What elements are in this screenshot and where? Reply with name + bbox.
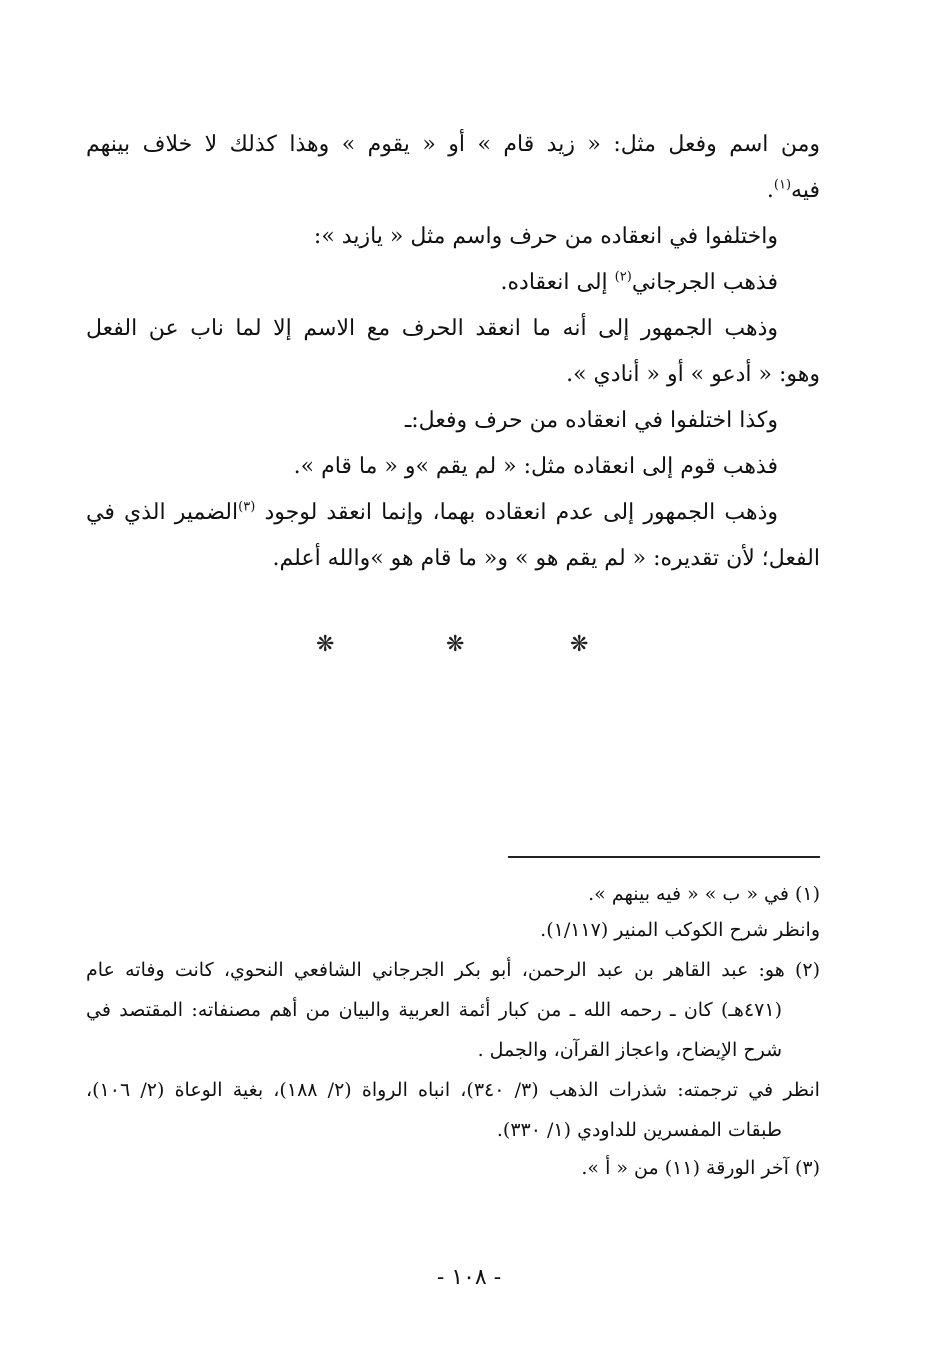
star-ornament: ❋ [316,632,335,657]
body-line-5: وذهب الجمهور إلى أنه ما انعقد الحرف مع الاسم إلا لما ناب عن الفعل [86,316,778,341]
body-line-2: فيه$^{(١)}$. [766,177,820,203]
footnote-ref-1: (١) [773,177,792,193]
body-line-6: وهو: « أدعو » أو « أنادي ». [566,362,820,387]
body-text: وذهب الجمهور إلى عدم انعقاده بهما، وإنما انعقد لوجود [264,500,779,525]
footnote-line-8: (٣) آخر الورقة (١١) من « أ ». [581,1157,820,1179]
footnote-line-1: (١) في « ب » « فيه بينهم ». [588,883,820,905]
body-text: فيه [791,178,820,203]
body-line-9 [86,490,820,536]
star-ornament: ❋ [446,632,465,657]
star-ornament: ❋ [570,632,589,657]
body-text: إلى انعقاده. [500,270,608,295]
footnote-line-2: وانظر شرح الكوكب المنير (١/١١٧). [540,919,820,941]
footnote-divider [508,856,820,858]
page-number: - ١٠٨ - [436,1265,502,1290]
body-text: الضمير الذي في [86,500,239,525]
footnote-line-3: (٢) هو: عبد القاهر بن عبد الرحمن، أبو بكر الجرجاني الشافعي النحوي، كانت وفاته عام [86,959,820,981]
body-line-10: الفعل؛ لأن تقديره: « لم يقم هو » و« ما قام هو »والله أعلم. [272,546,820,571]
body-text: فذهب الجرجاني [631,270,778,295]
section-separator [0,620,938,670]
footnote-line-7: طبقات المفسرين للداودي (١/ ٣٣٠). [496,1119,782,1141]
footnote-line-4: (٤٧١هـ) كان ـ رحمه الله ـ من كبار أئمة العربية والبيان من أهم مصنفاته: المقتصد في [86,999,782,1021]
body-line-4 [86,260,820,306]
body-line-7: وكذا اختلفوا في انعقاده من حرف وفعل:ـ [404,408,778,433]
footnote-ref-3: (٣) [238,499,256,515]
body-line-3: واختلفوا في انعقاده من حرف واسم مثل « يازيد »: [313,224,778,249]
body-line-1: ومن اسم وفعل مثل: « زيد قام » أو « يقوم » وهذا كذلك لا خلاف بينهم [86,132,820,157]
footnote-line-6: انظر في ترجمته: شذرات الذهب (٣/ ٣٤٠)، انباه الرواة (٢/ ١٨٨)، بغية الوعاة (٢/ ١٠٦)، [86,1079,820,1101]
footnote-ref-2: (٢) [614,269,632,285]
body-line-8: فذهب قوم إلى انعقاده مثل: « لم يقم »و « ما قام ». [293,454,778,479]
footnote-line-5: شرح الإيضاح، واعجاز القرآن، والجمل . [477,1039,782,1061]
